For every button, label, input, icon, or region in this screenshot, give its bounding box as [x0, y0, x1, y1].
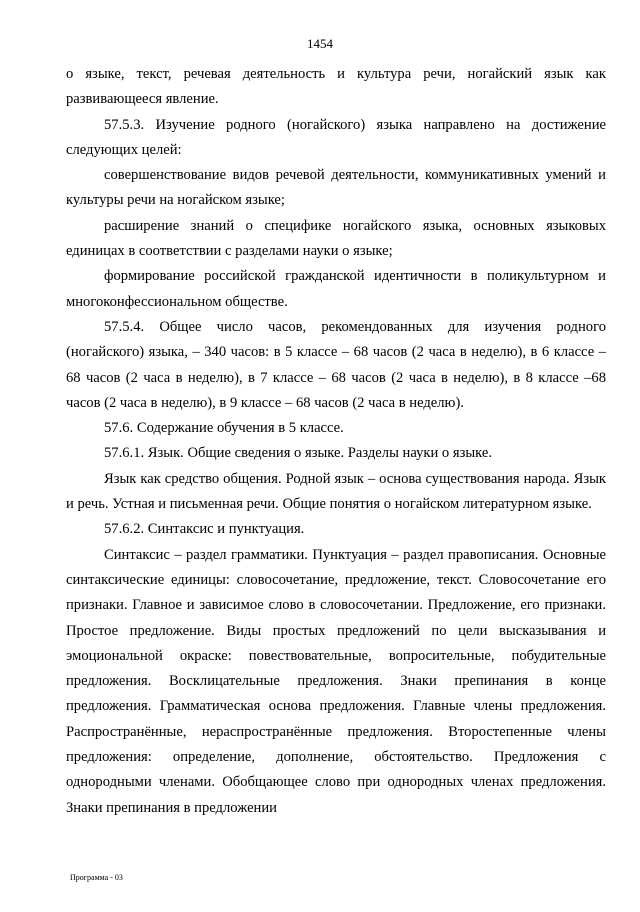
- paragraph: Синтаксис – раздел грамматики. Пунктуация – раздел правописания. Основные синтаксические единицы: словосочетание, предложение, текст. Словосочетание его признаки. Главное и зависимое слово в словосочетании. Предложение, его признаки. Простое предложение. Виды простых предложений по цели высказывания и эмоциональной окраске: повествовательные, вопросительные, побудительные предложения. Восклицательные предложения. Знаки препинания в конце предложения. Грамматическая основа предложения. Главные члены предложения. Распространённые, нераспространённые предложения. Второстепенные члены предложения: определение, дополнение, обстоятельство. Предложения с однородными членами. Обобщающее слово при однородных членах предложения. Знаки препинания в предложении: [66, 546, 606, 816]
- paragraph: совершенствование видов речевой деятельности, коммуникативных умений и культуры речи на ногайском языке;: [66, 167, 606, 209]
- section-heading: 57.6.1. Язык. Общие сведения о языке. Разделы науки о языке.: [104, 445, 492, 462]
- paragraph: Язык как средство общения. Родной язык – основа существования народа. Язык и речь. Устная и письменная речи. Общие понятия о ногайском литературном языке.: [66, 470, 606, 513]
- page-footer: Программа - 03: [70, 873, 123, 882]
- paragraph: расширение знаний о специфике ногайского языка, основных языковых единицах в соответствии с разделами науки о языке;: [66, 217, 606, 260]
- paragraph: о языке, текст, речевая деятельность и культура речи, ногайский язык как развивающееся явление.: [66, 66, 606, 108]
- section-heading: 57.6. Содержание обучения в 5 классе.: [104, 420, 344, 437]
- paragraph: 57.5.4. Общее число часов, рекомендованных для изучения родного (ногайского) языка, – 340 часов: в 5 классе – 68 часов (2 часа в неделю), в 6 классе – 68 часов (2 часа в неделю), в 7 классе – 68 часов (2 часа в неделю), в 8 классе –68 часов (2 часа в неделю), в 9 классе – 68 часов (2 часа в неделю).: [66, 318, 606, 411]
- section-heading: 57.6.2. Синтаксис и пунктуация.: [104, 521, 305, 538]
- document-body: [66, 62, 606, 821]
- page-number: 1454: [307, 36, 333, 51]
- paragraph: 57.5.3. Изучение родного (ногайского) языка направлено на достижение следующих целей:: [66, 116, 606, 158]
- paragraph: формирование российской гражданской идентичности в поликультурном и многоконфессиональном обществе.: [66, 268, 606, 310]
